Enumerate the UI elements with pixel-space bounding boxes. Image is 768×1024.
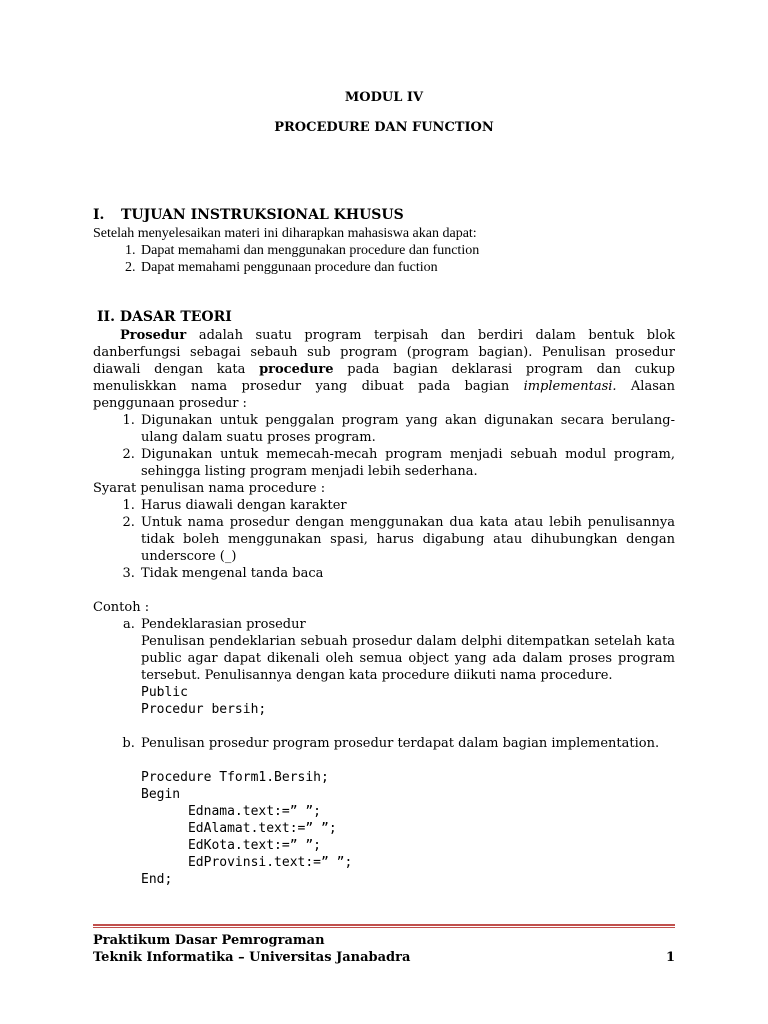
- syarat-label: Syarat penulisan nama procedure :: [93, 481, 326, 496]
- list-item: 1. Harus diawali dengan karakter: [139, 497, 675, 514]
- footer-rule-thin: [93, 927, 675, 928]
- intro-paragraph: [93, 327, 675, 412]
- term-implementasi: implementasi.: [523, 379, 617, 394]
- section-1-intro: Setelah menyelesaikan materi ini diharapkan mahasiswa akan dapat:: [93, 226, 477, 241]
- example-a-title: a. Pendeklarasian prosedur: [141, 617, 306, 632]
- rules-list: [93, 497, 675, 582]
- list-item: 3. Tidak mengenal tanda baca: [139, 565, 675, 582]
- objectives-list: [93, 242, 675, 276]
- footer-course: Praktikum Dasar Pemrograman: [93, 933, 325, 948]
- section-2-heading: II. DASAR TEORI: [97, 309, 232, 325]
- list-item: 2. Dapat memahami penggunaan procedure dan fuction: [139, 259, 675, 276]
- example-a: [139, 616, 675, 735]
- term-procedure: procedure: [259, 362, 334, 377]
- example-b-title: b. Penulisan prosedur program prosedur terdapat dalam bagian implementation.: [141, 736, 660, 751]
- footer-rule: [93, 924, 675, 926]
- paragraph-text: adalah suatu program terpisah dan berdiri dalam bentuk blok danberfungsi sebagai sebauh sub program (program bagian). Penulisan prosedur diawali dengan kata: [93, 328, 675, 377]
- example-a-code: Public Procedur bersih;: [141, 685, 267, 717]
- page-footer: [93, 932, 683, 966]
- contoh-label: Contoh :: [93, 600, 150, 615]
- page-number: 1: [665, 950, 675, 965]
- list-item: 1. Digunakan untuk penggalan program yang akan digunakan secara berulang-ulang dalam suatu proses program.: [139, 412, 675, 446]
- module-subtitle: PROCEDURE DAN FUNCTION: [274, 120, 494, 135]
- term-prosedur: Prosedur: [120, 328, 187, 343]
- section-1-body: [93, 225, 675, 276]
- reasons-list: [93, 412, 675, 480]
- list-item: 2. Digunakan untuk memecah-mecah program menjadi sebuah modul program, sehingga listing program menjadi lebih sederhana.: [139, 446, 675, 480]
- section-1-title: TUJUAN INSTRUKSIONAL KHUSUS: [121, 207, 404, 223]
- list-item: 1. Dapat memahami dan menggunakan procedure dan function: [139, 242, 675, 259]
- example-a-text: Penulisan pendeklarian sebuah prosedur dalam delphi ditempatkan setelah kata public agar dapat dikenali oleh semua object yang ada dalam proses program tersebut. Penulisannya dengan kata procedure diikuti nama procedure.: [141, 634, 675, 683]
- example-b: [139, 735, 675, 888]
- section-1-heading: [93, 207, 675, 224]
- paragraph-text: pada bagian deklarasi program dan cukup menuliskkan nama prosedur yang dibuat pada bagian: [93, 362, 675, 394]
- section-1-number: I.: [93, 207, 105, 223]
- example-b-code: Procedure Tform1.Bersih; Begin Ednama.text:=” ”; EdAlamat.text:=” ”; EdKota.text:=” ”; EdProvinsi.text:=” ”; End;: [141, 770, 353, 887]
- examples-list: [93, 616, 675, 888]
- footer-institution: Teknik Informatika – Universitas Janabadra: [93, 950, 411, 965]
- module-title: MODUL IV: [344, 90, 424, 105]
- paragraph-text: Alasan penggunaan prosedur :: [93, 379, 675, 411]
- section-2-body: [93, 327, 675, 888]
- list-item: 2. Untuk nama prosedur dengan menggunakan dua kata atau lebih penulisannya tidak boleh menggunakan spasi, harus digabung atau dihubungkan dengan underscore (_): [139, 514, 675, 565]
